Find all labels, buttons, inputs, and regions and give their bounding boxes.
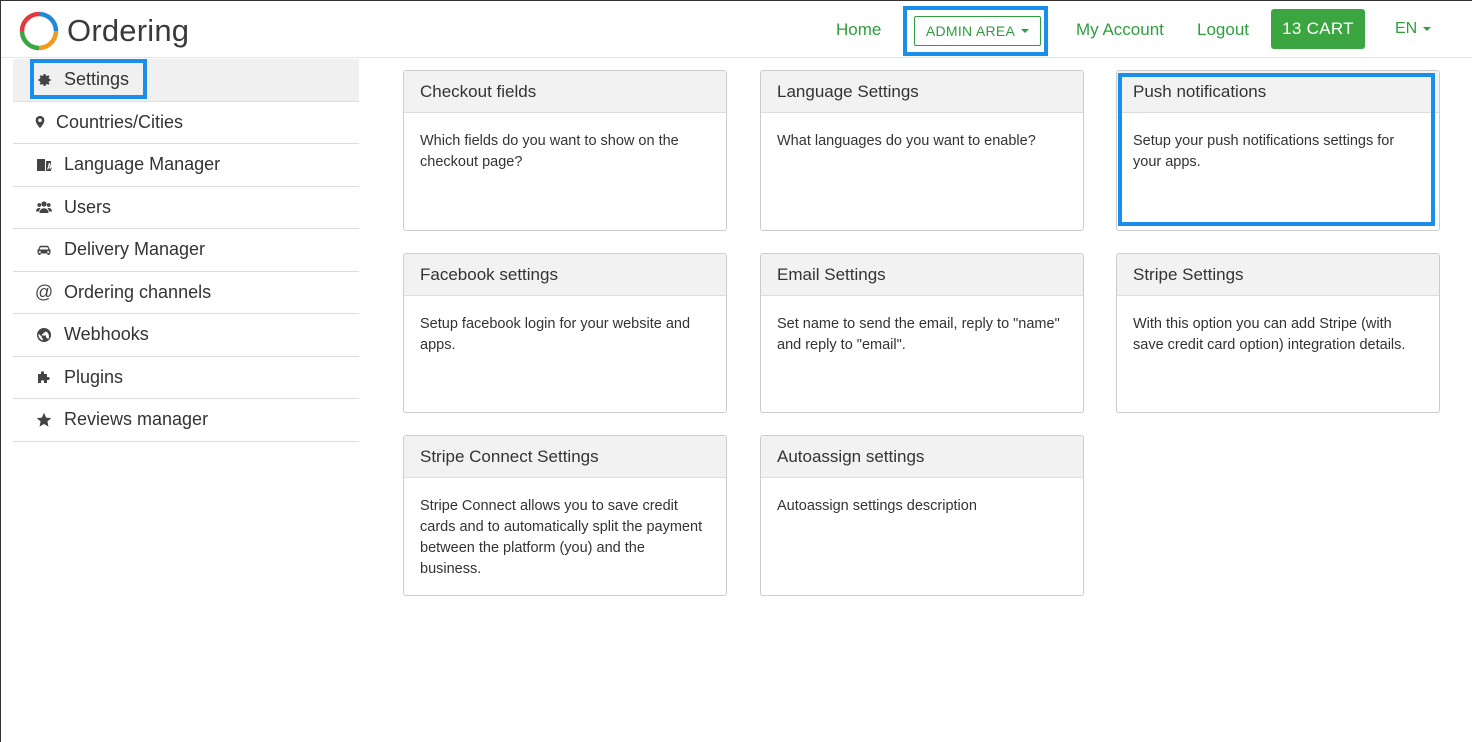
card-description: Which fields do you want to show on the checkout page? — [420, 133, 679, 170]
settings-card-push-notifications[interactable] — [1116, 70, 1440, 231]
at-icon: @ — [34, 281, 54, 302]
settings-card-stripe-settings[interactable] — [1116, 253, 1440, 413]
card-title: Stripe Connect Settings — [404, 436, 726, 478]
nav-logout-link[interactable]: Logout — [1197, 20, 1249, 39]
cart-button[interactable]: 13 CART — [1271, 9, 1365, 49]
settings-card-language-settings[interactable] — [760, 70, 1084, 231]
sidebar-item-countries-cities[interactable] — [13, 102, 359, 145]
card-description: With this option you can add Stripe (with save credit card option) integration details. — [1133, 316, 1406, 353]
card-title: Checkout fields — [404, 71, 726, 113]
card-description: Autoassign settings description — [777, 498, 977, 514]
star-icon — [33, 412, 55, 428]
settings-highlight — [30, 59, 147, 99]
nav-my-account-link[interactable]: My Account — [1076, 20, 1164, 39]
admin-sidebar — [13, 59, 359, 442]
card-description: Setup facebook login for your website and apps. — [420, 316, 691, 353]
admin-area-dropdown[interactable] — [914, 16, 1041, 46]
globe-icon — [33, 327, 55, 343]
settings-card-stripe-connect-settings[interactable] — [403, 435, 727, 596]
card-title: Email Settings — [761, 254, 1083, 296]
card-description: Setup your push notifications settings for your apps. — [1133, 133, 1395, 170]
sidebar-item-webhooks[interactable] — [13, 314, 359, 357]
ordering-logo-icon — [19, 11, 59, 51]
sidebar-item-reviews-manager[interactable] — [13, 399, 359, 442]
users-icon — [33, 199, 55, 215]
card-title: Language Settings — [761, 71, 1083, 113]
sidebar-item-label: Delivery Manager — [64, 239, 206, 260]
admin-area-label: ADMIN AREA — [925, 23, 1016, 39]
card-description: Set name to send the email, reply to "name" and reply to "email". — [777, 316, 1060, 353]
sidebar-item-plugins[interactable] — [13, 357, 359, 400]
sidebar-item-language-manager[interactable] — [13, 144, 359, 187]
settings-card-email-settings[interactable] — [760, 253, 1084, 413]
sidebar-item-label: Plugins — [64, 366, 124, 387]
caret-down-icon — [1423, 27, 1431, 31]
sidebar-item-label: Reviews manager — [64, 409, 209, 430]
sidebar-item-label: Webhooks — [64, 324, 149, 345]
language-dropdown[interactable] — [1395, 20, 1431, 38]
car-icon — [33, 242, 55, 258]
sidebar-item-delivery-manager[interactable] — [13, 229, 359, 272]
sidebar-item-ordering-channels[interactable] — [13, 272, 359, 315]
card-title: Autoassign settings — [761, 436, 1083, 478]
top-navbar — [1, 1, 1472, 58]
sidebar-item-label: Ordering channels — [64, 281, 212, 302]
nav-home-link[interactable]: Home — [836, 20, 882, 39]
puzzle-icon — [33, 369, 55, 385]
caret-down-icon — [1021, 29, 1029, 33]
card-title: Stripe Settings — [1117, 254, 1439, 296]
settings-card-checkout-fields[interactable] — [403, 70, 727, 231]
language-label: EN — [1395, 20, 1418, 37]
sidebar-item-settings[interactable] — [13, 59, 359, 102]
sidebar-item-users[interactable] — [13, 187, 359, 230]
logo-text: Ordering — [67, 13, 190, 48]
logo[interactable] — [19, 11, 189, 51]
card-title: Push notifications — [1117, 71, 1439, 113]
sidebar-item-label: Users — [64, 196, 112, 217]
admin-area-highlight — [903, 6, 1048, 56]
sidebar-item-label: Countries/Cities — [56, 111, 184, 132]
sidebar-item-label: Language Manager — [64, 154, 221, 175]
settings-card-facebook-settings[interactable] — [403, 253, 727, 413]
card-description: What languages do you want to enable? — [777, 133, 1036, 149]
card-title: Facebook settings — [404, 254, 726, 296]
sidebar-item-label: Settings — [64, 69, 130, 90]
map-marker-icon — [33, 114, 47, 130]
card-description: Stripe Connect allows you to save credit cards and to automatically split the payment between the platform (you) and the business. — [420, 498, 703, 577]
language-icon — [33, 157, 55, 173]
settings-card-autoassign-settings[interactable] — [760, 435, 1084, 596]
